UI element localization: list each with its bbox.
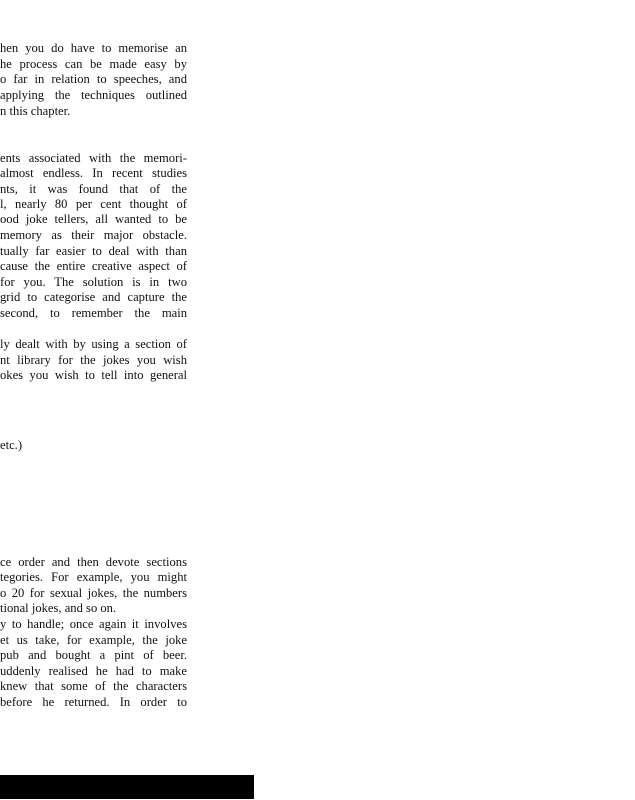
scan-edge-bar	[0, 775, 254, 799]
text-line: l, nearly 80 per cent thought of	[0, 197, 187, 211]
text-line: et us take, for example, the joke	[0, 633, 187, 647]
text-line: n this chapter.	[0, 104, 71, 118]
text-line: before he returned. In order to	[0, 695, 187, 709]
text-line: pub and bought a pint of beer.	[0, 648, 187, 662]
text-line: uddenly realised he had to make	[0, 664, 187, 678]
text-line: nt library for the jokes you wish	[0, 353, 187, 367]
text-line: he process can be made easy by	[0, 57, 187, 71]
text-line: etc.)	[0, 438, 23, 452]
text-line: grid to categorise and capture the	[0, 290, 187, 304]
text-line: ly dealt with by using a section of	[0, 337, 187, 351]
text-line: for you. The solution is in two	[0, 275, 187, 289]
text-line: tually far easier to deal with than	[0, 244, 187, 258]
text-line: memory as their major obstacle.	[0, 228, 187, 242]
text-line: o far in relation to speeches, and	[0, 72, 187, 86]
text-line: applying the techniques outlined	[0, 88, 187, 102]
text-line: ood joke tellers, all wanted to be	[0, 212, 187, 226]
text-line: knew that some of the characters	[0, 679, 187, 693]
text-line: ce order and then devote sections	[0, 555, 187, 569]
text-line: tional jokes, and so on.	[0, 601, 117, 615]
text-line: almost endless. In recent studies	[0, 166, 187, 180]
text-line: tegories. For example, you might	[0, 570, 187, 584]
text-line: okes you wish to tell into general	[0, 368, 187, 382]
text-line: o 20 for sexual jokes, the numbers	[0, 586, 187, 600]
text-line: second, to remember the main	[0, 306, 187, 320]
text-line: ents associated with the memori-	[0, 151, 187, 165]
text-line: cause the entire creative aspect of	[0, 259, 187, 273]
text-line: y to handle; once again it involves	[0, 617, 187, 631]
text-line: nts, it was found that of the	[0, 182, 187, 196]
text-line: hen you do have to memorise an	[0, 41, 187, 55]
